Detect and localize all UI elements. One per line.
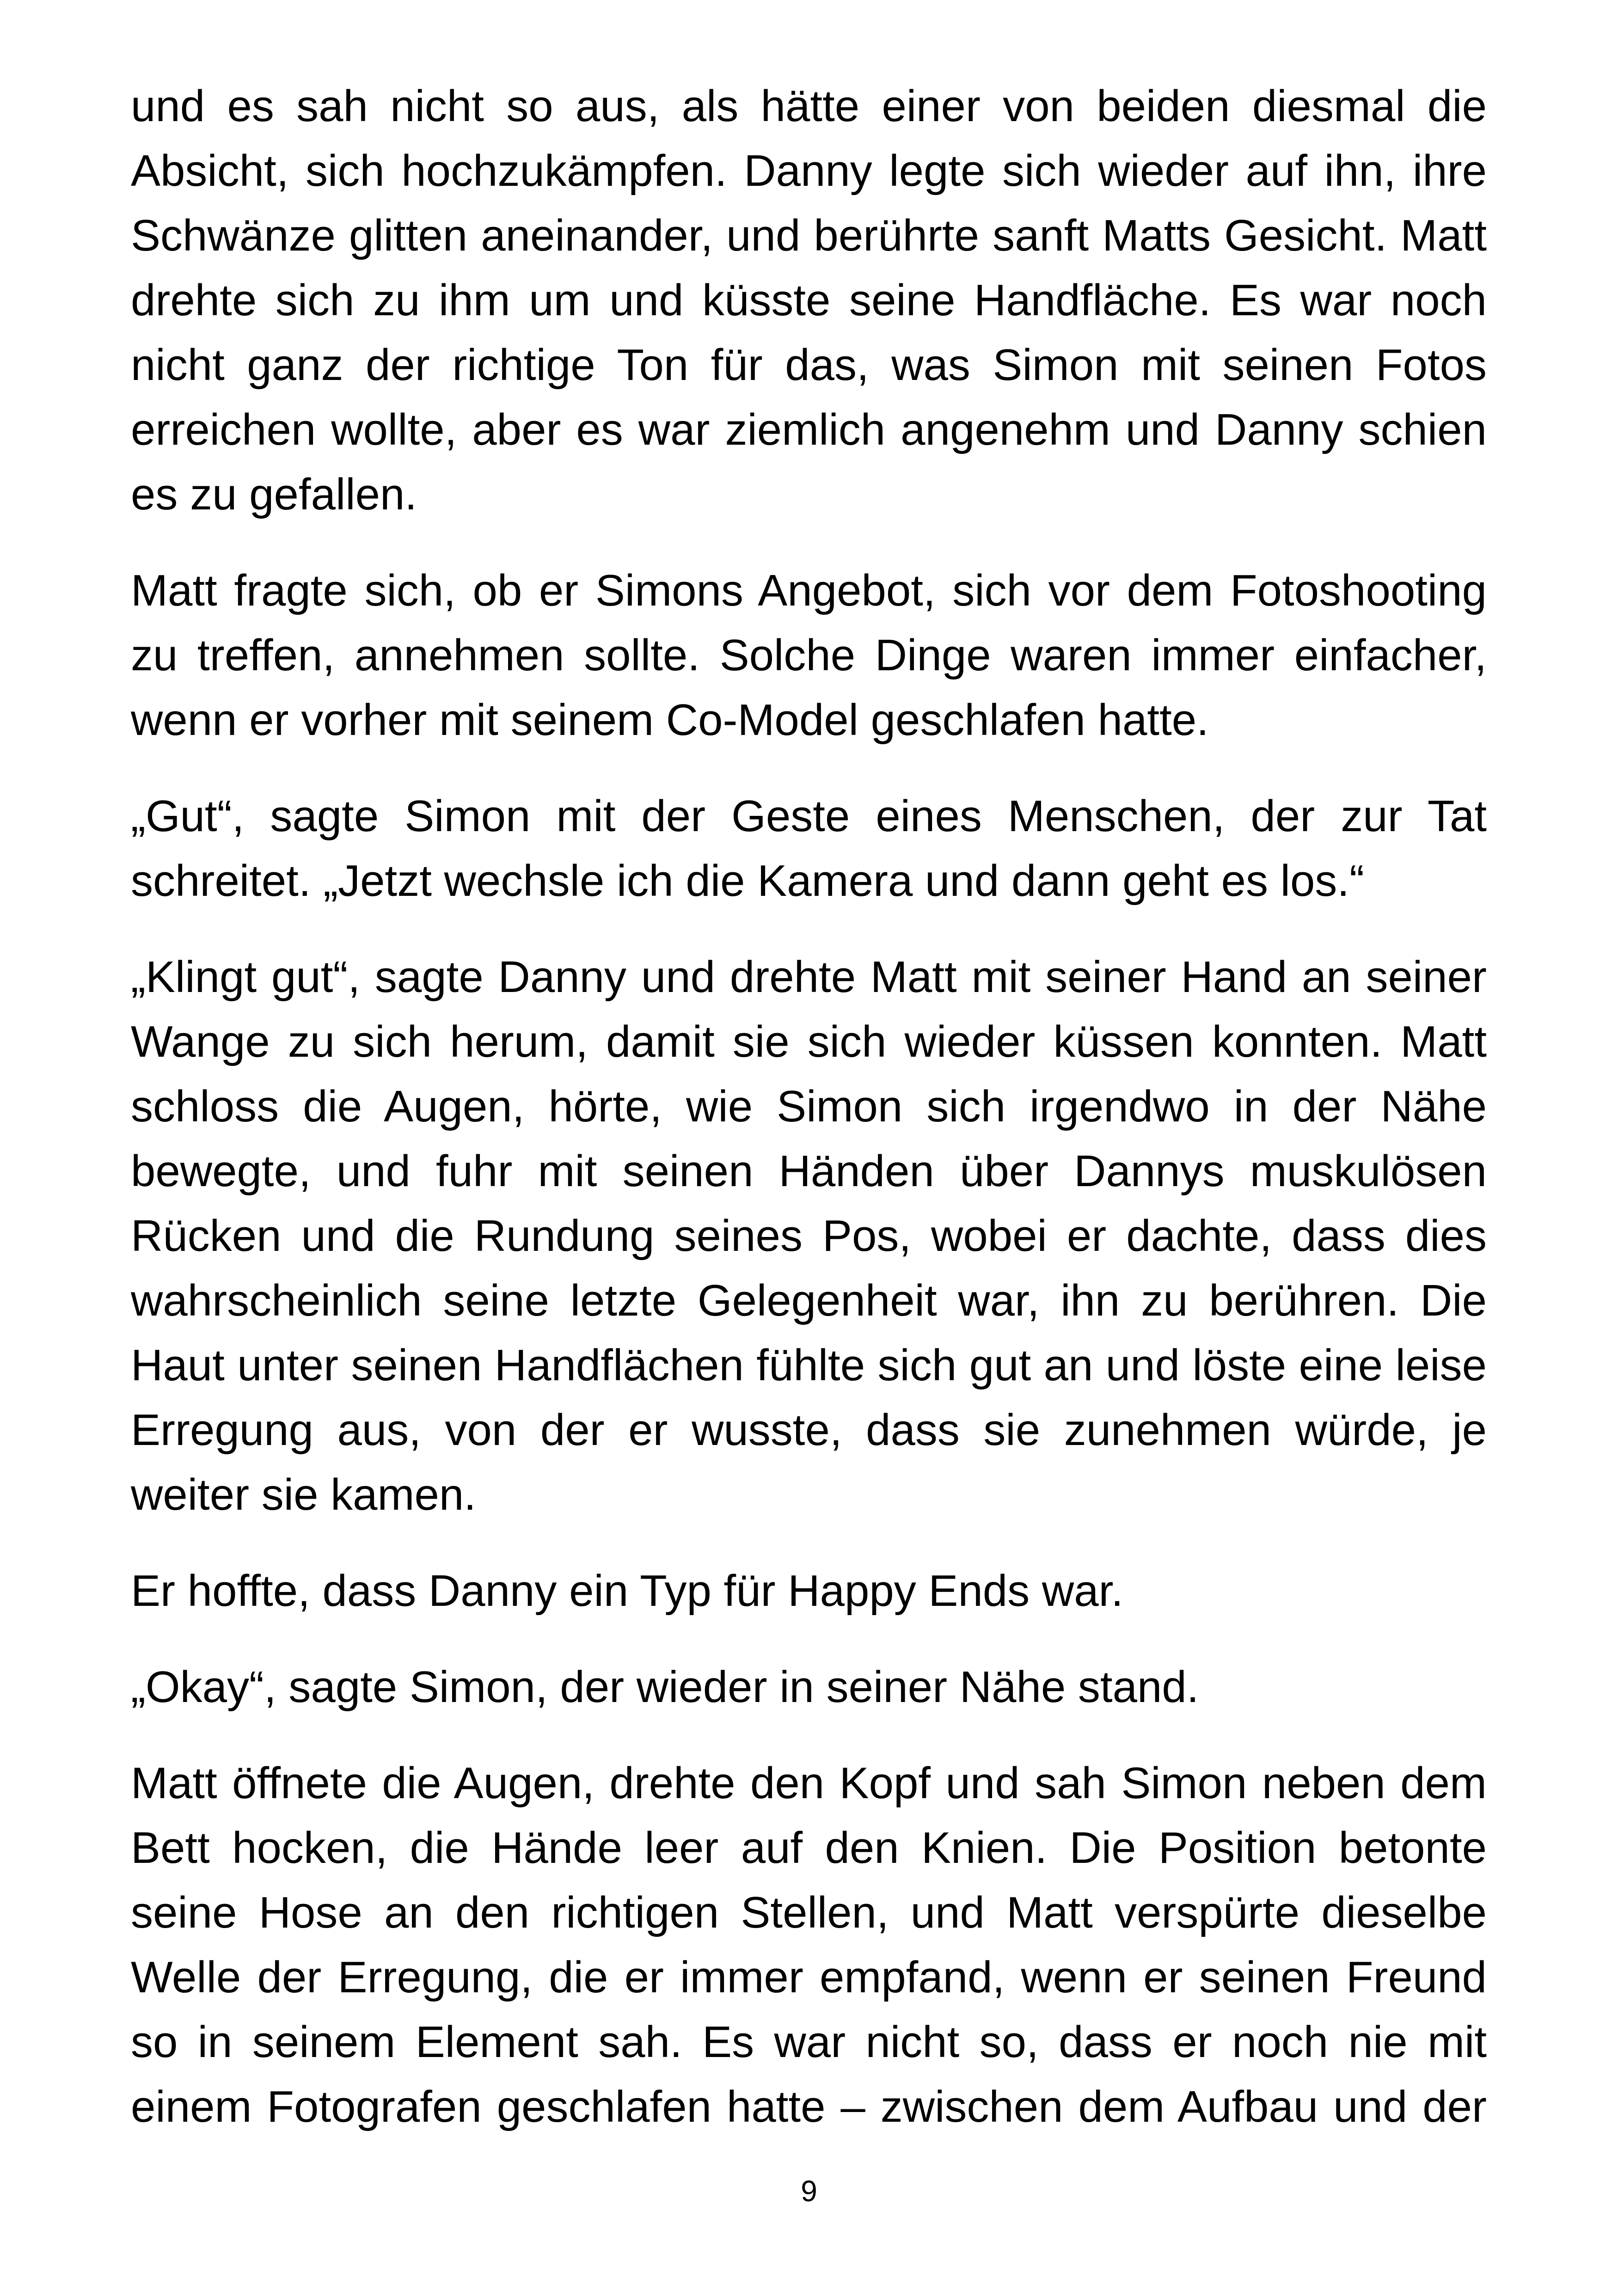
paragraph: Er hoffte, dass Danny ein Typ für Happy Ends war. (131, 1566, 1123, 1616)
paragraph: Matt fragte sich, ob er Simons Angebot, sich vor dem Fotoshooting zu treffen, annehmen sollte. Solche Dinge waren immer einfacher, wenn er vorher mit seinem Co-Model geschlafen hatte. (131, 566, 1487, 745)
paragraph: „Klingt gut“, sagte Danny und drehte Matt mit seiner Hand an seiner Wange zu sich herum, damit sie sich wieder küssen konnten. Matt schloss die Augen, hörte, wie Simon sich irgendwo in der Nähe bewegte, und fuhr mit seinen Händen über Dannys muskulösen Rücken und die Rundung seines Pos, wobei er dachte, dass dies wahrscheinlich seine letzte Gelegenheit war, ihn zu berühren. Die Haut unter seinen Handflächen fühlte sich gut an und löste eine leise Erregung aus, von der er wusste, dass sie zunehmen würde, je weiter sie kamen. (131, 952, 1487, 1519)
paragraph: Matt öffnete die Augen, drehte den Kopf und sah Simon neben dem Bett hocken, die Hände leer auf den Knien. Die Position betonte seine Hose an den richtigen Stellen, und Matt verspürte dieselbe Welle der Erregung, die er immer empfand, wenn er seinen Freund so in seinem Element sah. Es war nicht so, dass er noch nie mit einem Fotografen geschlafen hatte – zwischen dem Aufbau und der (131, 1758, 1487, 2131)
paragraph: „Gut“, sagte Simon mit der Geste eines Menschen, der zur Tat schreitet. „Jetzt wechsle ich die Kamera und dann geht es los.“ (131, 791, 1487, 906)
page-text (131, 74, 1487, 2139)
paragraph: „Okay“, sagte Simon, der wieder in seiner Nähe stand. (131, 1662, 1199, 1712)
paragraph: und es sah nicht so aus, als hätte einer von beiden diesmal die Absicht, sich hochzukämpfen. Danny legte sich wieder auf ihn, ihre Schwänze glitten aneinander, und berührte sanft Matts Gesicht. Matt drehte sich zu ihm um und küsste seine Handfläche. Es war noch nicht ganz der richtige Ton für das, was Simon mit seinen Fotos erreichen wollte, aber es war ziemlich angenehm und Danny schien es zu gefallen. (131, 81, 1487, 519)
page-number: 9 (801, 2174, 817, 2208)
